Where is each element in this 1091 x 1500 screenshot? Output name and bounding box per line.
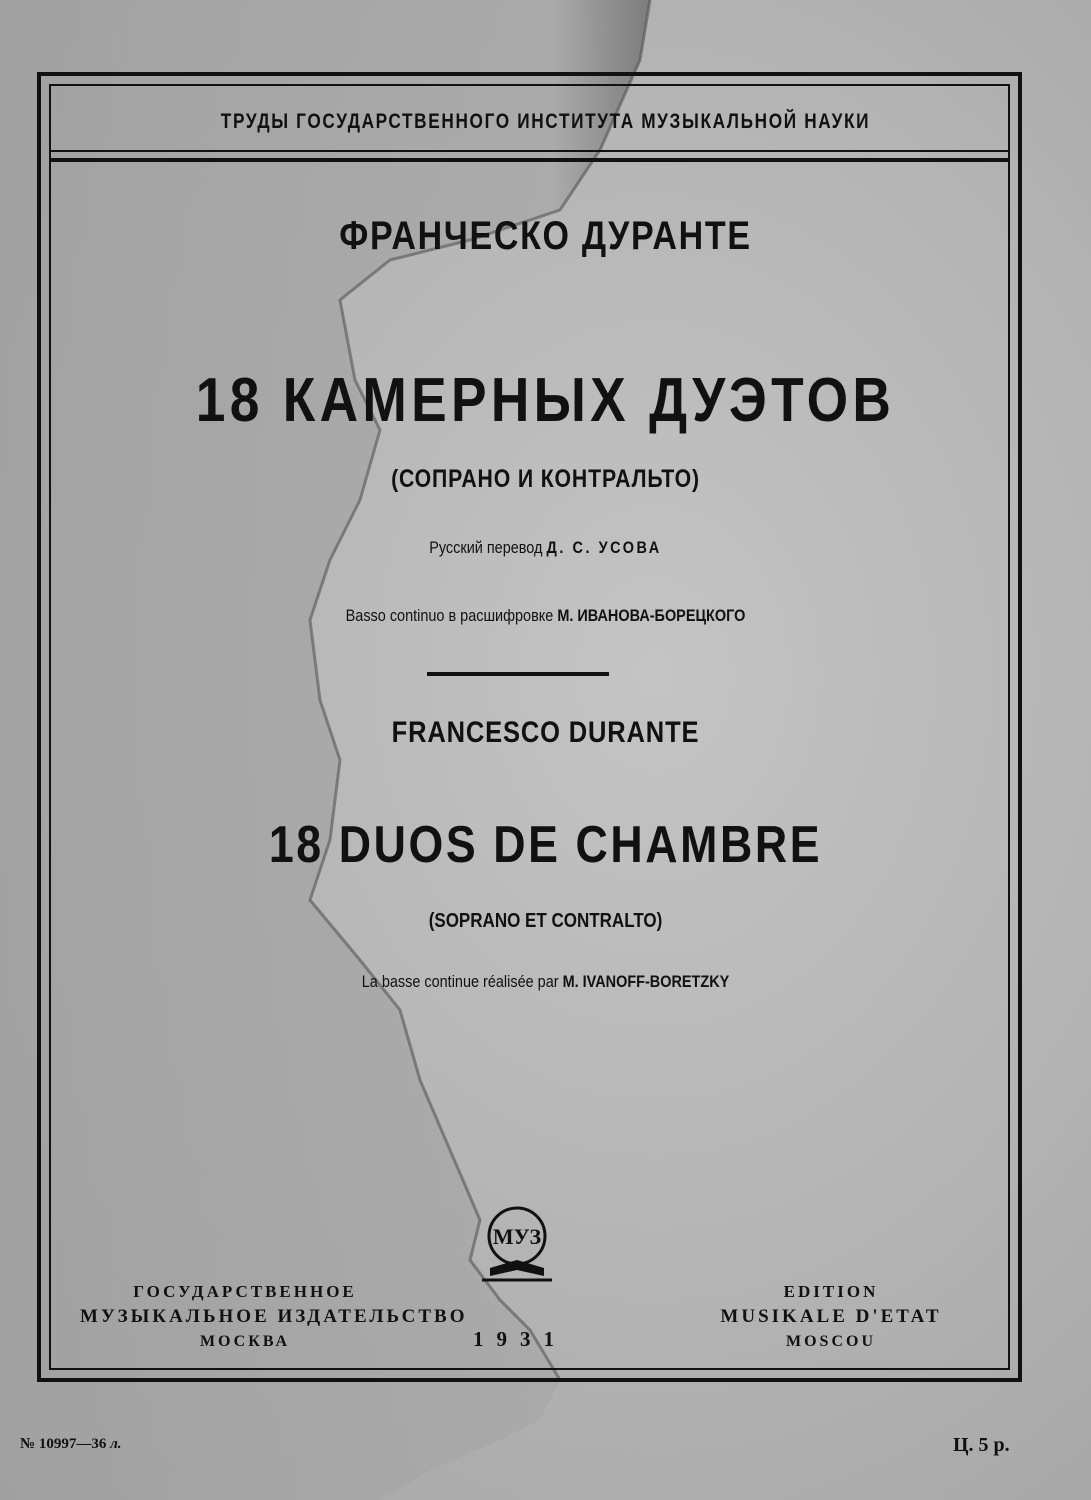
publisher-russian-line1: ГОСУДАРСТВЕННОЕ [133, 1282, 357, 1301]
basso-prefix-russian: Basso continuo в расшифровке [345, 606, 554, 625]
publication-year: 1931 [473, 1327, 567, 1351]
voices-russian: (СОПРАНО И КОНТРАЛЬТО) [391, 465, 700, 493]
publisher-russian-line3: МОСКВА [199, 1333, 291, 1350]
title-russian: 18 КАМЕРНЫХ ДУЭТОВ [195, 366, 896, 435]
price-label: Ц. 5 р. [953, 1434, 1010, 1456]
publisher-french-line3: MOSCOU [786, 1333, 876, 1350]
section-divider [427, 672, 609, 676]
author-russian: ФРАНЧЕСКО ДУРАНТЕ [339, 214, 752, 258]
catalog-number-value: № 10997—36 [20, 1436, 107, 1452]
header-divider-thick [49, 158, 1010, 162]
title-french: 18 DUOS DE CHAMBRE [268, 816, 823, 874]
translation-prefix: Русский перевод [429, 538, 543, 557]
publisher-french-line1: EDITION [783, 1282, 879, 1301]
voices-french: (SOPRANO ET CONTRALTO) [428, 910, 663, 932]
translator-name: Д. С. УСОВА [546, 538, 662, 557]
series-header: ТРУДЫ ГОСУДАРСТВЕННОГО ИНСТИТУТА МУЗЫКАЛЬНОЙ НАУКИ [220, 110, 871, 133]
publisher-russian [80, 1280, 468, 1354]
publisher-french [666, 1280, 996, 1354]
basso-credit-russian [82, 606, 1009, 626]
logo-text: МУЗ [492, 1224, 542, 1249]
basso-name-french: M. IVANOFF-BORETZKY [562, 972, 730, 991]
header-divider [49, 150, 1010, 152]
publisher-logo-icon [470, 1196, 565, 1286]
translation-credit [82, 538, 1009, 558]
publisher-french-line2: MUSIKALE D'ETAT [720, 1306, 942, 1327]
basso-name-russian: М. ИВАНОВА-БОРЕЦКОГО [557, 606, 746, 625]
author-french: FRANCESCO DURANTE [391, 716, 700, 749]
catalog-number [20, 1436, 122, 1453]
basso-credit-french [82, 972, 1009, 992]
basso-prefix-french: La basse continue réalisée par [361, 972, 559, 991]
publisher-russian-line2: МУЗЫКАЛЬНОЕ ИЗДАТЕЛЬСТВО [80, 1306, 468, 1327]
catalog-suffix: л. [110, 1436, 122, 1452]
